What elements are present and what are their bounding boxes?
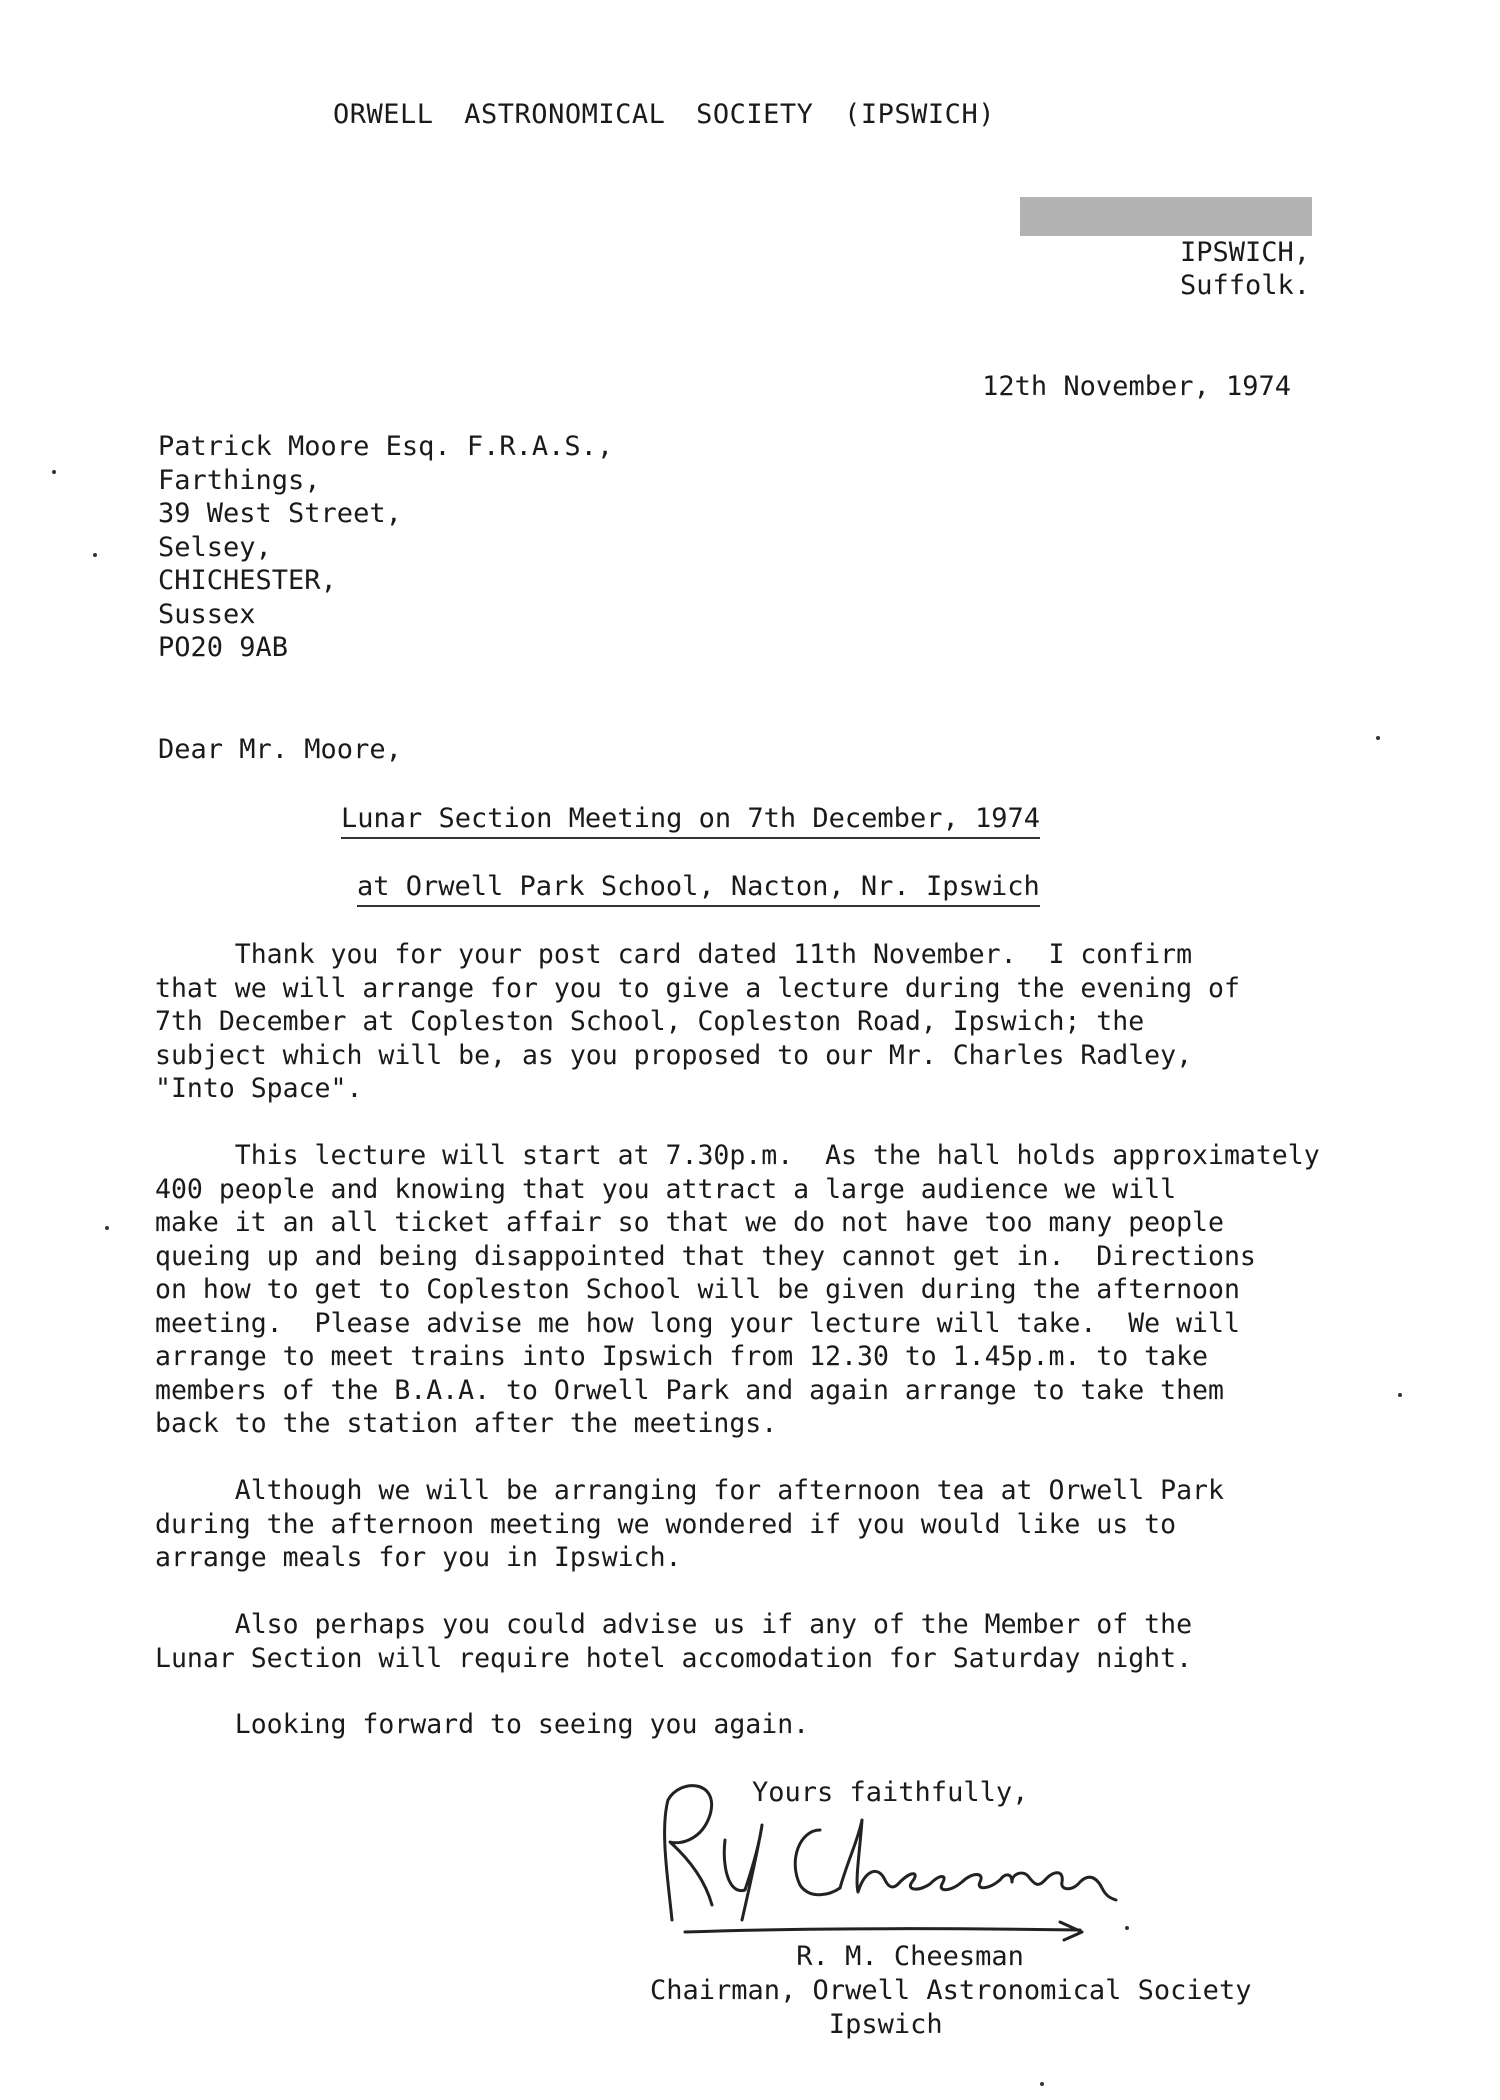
recipient-address	[158, 430, 613, 665]
body-line: Although we will be arranging for afternoon tea at Orwell Park	[155, 1475, 1224, 1506]
paper-speck	[1125, 1926, 1129, 1930]
body-line: Also perhaps you could advise us if any of the Member of the	[155, 1609, 1193, 1640]
recipient-line: 39 West Street,	[158, 498, 402, 529]
subject-line-2	[357, 870, 1040, 904]
body-line: Thank you for your post card dated 11th November. I confirm	[155, 939, 1193, 970]
paragraph-closing-remark	[155, 1708, 809, 1742]
body-line: queing up and being disappointed that they cannot get in. Directions	[155, 1240, 1256, 1272]
recipient-line: Patrick Moore Esq. F.R.A.S.,	[158, 431, 614, 462]
body-line: Looking forward to seeing you again.	[155, 1709, 810, 1740]
signature-block	[650, 1940, 1251, 2042]
signer-place: Ipswich	[650, 2009, 943, 2040]
body-line: Lunar Section will require hotel accomodation for Saturday night.	[155, 1642, 1193, 1674]
handwritten-signature	[650, 1770, 1130, 1950]
body-line: 400 people and knowing that you attract a large audience we will	[155, 1173, 1177, 1205]
body-line: This lecture will start at 7.30p.m. As the hall holds approximately	[155, 1140, 1320, 1171]
paper-speck	[1376, 736, 1380, 740]
paper-speck	[1398, 1393, 1402, 1397]
signer-name: R. M. Cheesman	[650, 1941, 1024, 1972]
paragraph-afternoon-tea	[155, 1474, 1224, 1575]
subject-text: Lunar Section Meeting on 7th December, 1974	[341, 803, 1040, 839]
sender-address-line: Suffolk.	[1179, 270, 1310, 301]
recipient-line: Selsey,	[158, 531, 272, 563]
paragraph-hotel	[155, 1608, 1192, 1675]
body-line: meeting. Please advise me how long your lecture will take. We will	[155, 1307, 1240, 1339]
paper-speck	[93, 553, 97, 557]
recipient-line: Farthings,	[158, 464, 321, 496]
paper-speck	[1040, 2082, 1044, 2086]
paragraph-lecture-details	[155, 1139, 1320, 1441]
body-line: on how to get to Copleston School will be given during the afternoon	[155, 1274, 1240, 1305]
recipient-line: CHICHESTER,	[158, 565, 337, 596]
body-line: "Into Space".	[155, 1073, 363, 1104]
body-line: arrange meals for you in Ipswich.	[155, 1542, 682, 1573]
subject-line-1	[341, 802, 1040, 836]
sender-address-line: IPSWICH,	[1179, 237, 1310, 268]
salutation: Dear Mr. Moore,	[158, 734, 402, 765]
paper-speck	[52, 470, 56, 474]
body-line: that we will arrange for you to give a lecture during the evening of	[155, 972, 1240, 1004]
subject-text: at Orwell Park School, Nacton, Nr. Ipswich	[357, 871, 1040, 907]
complimentary-close: Yours faithfully,	[752, 1777, 1029, 1808]
paper-speck	[105, 1226, 109, 1230]
body-line: members of the B.A.A. to Orwell Park and again arrange to take them	[155, 1374, 1224, 1406]
body-line: during the afternoon meeting we wondered if you would like us to	[155, 1508, 1177, 1540]
paragraph-confirmation	[155, 938, 1240, 1106]
body-line: make it an all ticket affair so that we do not have too many people	[155, 1207, 1224, 1238]
letter-date: 12th November, 1974	[982, 371, 1291, 402]
recipient-line: PO20 9AB	[158, 632, 289, 663]
sender-address	[1180, 236, 1310, 302]
letterhead-title: ORWELL ASTRONOMICAL SOCIETY (IPSWICH)	[333, 99, 995, 130]
body-line: subject which will be, as you proposed to our Mr. Charles Radley,	[155, 1039, 1193, 1071]
body-line: 7th December at Copleston School, Copleston Road, Ipswich; the	[155, 1006, 1145, 1037]
body-line: arrange to meet trains into Ipswich from 12.30 to 1.45p.m. to take	[155, 1341, 1208, 1372]
recipient-line: Sussex	[158, 598, 256, 630]
body-line: back to the station after the meetings.	[155, 1408, 778, 1439]
redacted-street-address	[1020, 197, 1312, 236]
signer-title: Chairman, Orwell Astronomical Society	[650, 1975, 1252, 2006]
